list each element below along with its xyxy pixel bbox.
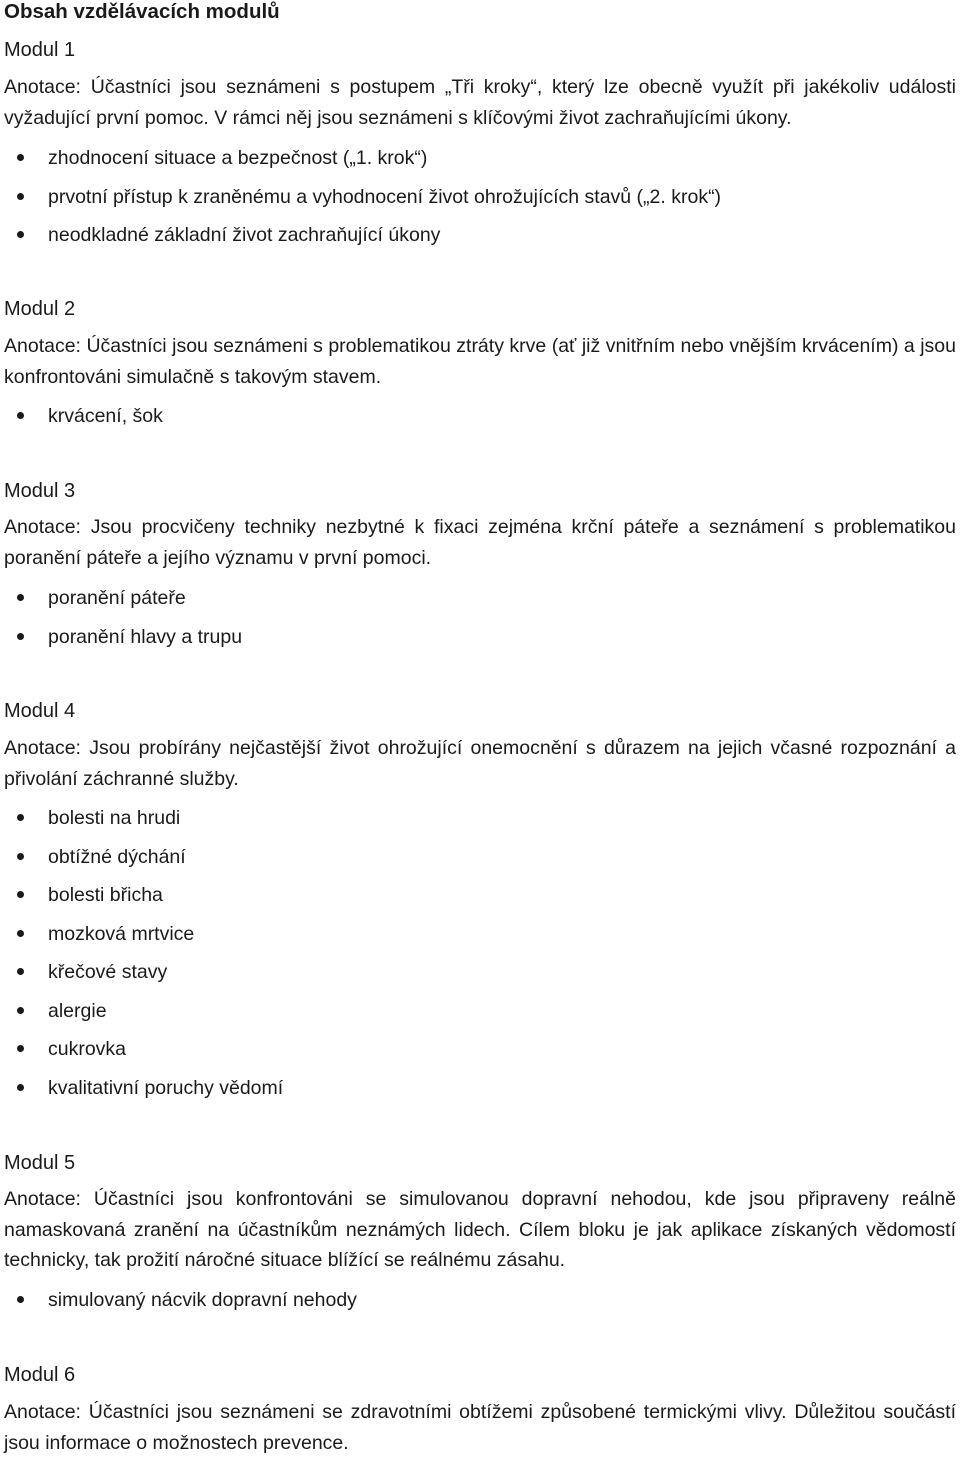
list-item — [0, 960, 283, 999]
list-item-text: bolesti na hrudi — [48, 807, 181, 829]
module-topic-list — [0, 146, 721, 262]
bullet-icon — [17, 814, 24, 821]
module-annotation — [4, 733, 956, 794]
module-title: Modul 1 — [4, 39, 76, 61]
annotation-text: Jsou probírány nejčastější život ohrožující onemocnění s důrazem na jejich včasné rozpoznání a přivolání záchranné služby. — [4, 737, 957, 790]
module-topic-list — [0, 586, 242, 663]
module-annotation — [4, 1184, 956, 1276]
annotation-label: Anotace: — [4, 76, 81, 98]
module-topic-list — [0, 1288, 357, 1327]
bullet-icon — [17, 1084, 24, 1091]
list-item-text: simulovaný nácvik dopravní nehody — [48, 1289, 357, 1311]
list-item-text: bolesti břicha — [48, 884, 163, 906]
list-item-text: prvotní přístup k zraněnému a vyhodnocení život ohrožujících stavů („2. krok“) — [48, 185, 722, 208]
bullet-icon — [17, 1296, 24, 1303]
module-annotation — [4, 72, 956, 133]
list-item — [0, 806, 283, 845]
list-item-text: zhodnocení situace a bezpečnost („1. krok“) — [48, 147, 428, 169]
list-item-text: křečové stavy — [48, 961, 168, 983]
list-item — [0, 883, 283, 922]
list-item-text: poranění páteře — [48, 587, 186, 609]
list-item — [0, 845, 283, 884]
annotation-text: Jsou procvičeny techniky nezbytné k fixaci zejména krční páteře a seznámení s problematikou poranění páteře a jejího významu v první pomoci. — [4, 516, 957, 569]
module-title: Modul 2 — [4, 298, 76, 320]
document-title: Obsah vzdělávacích modulů — [4, 0, 280, 23]
bullet-icon — [17, 853, 24, 860]
list-item-text: poranění hlavy a trupu — [48, 625, 243, 648]
annotation-text: Účastníci jsou seznámeni s problematikou ztráty krve (ať již vnitřním nebo vnějším krvácením) a jsou konfrontováni simulačně s takovým stavem. — [4, 335, 956, 388]
annotation-label: Anotace: — [4, 335, 81, 357]
list-item — [0, 1076, 283, 1115]
list-item — [0, 146, 721, 185]
module-annotation — [4, 331, 956, 392]
module-annotation — [4, 512, 956, 573]
list-item-text: mozková mrtvice — [48, 922, 195, 945]
list-item — [0, 586, 242, 625]
list-item — [0, 1037, 283, 1076]
list-item — [0, 223, 721, 262]
list-item-text: alergie — [48, 999, 107, 1022]
bullet-icon — [17, 154, 24, 161]
list-item — [0, 922, 283, 961]
bullet-icon — [17, 633, 24, 640]
module-topic-list — [0, 806, 283, 1114]
annotation-label: Anotace: — [4, 516, 81, 538]
list-item-text: kvalitativní poruchy vědomí — [48, 1076, 284, 1099]
list-item-text: krvácení, šok — [48, 405, 163, 427]
list-item-text: cukrovka — [48, 1038, 127, 1060]
bullet-icon — [17, 412, 24, 419]
bullet-icon — [17, 891, 24, 898]
list-item — [0, 404, 163, 443]
list-item-text: obtížné dýchání — [48, 845, 186, 868]
bullet-icon — [17, 193, 24, 200]
list-item — [0, 185, 721, 224]
annotation-label: Anotace: — [4, 1401, 81, 1423]
bullet-icon — [17, 930, 24, 937]
list-item — [0, 999, 283, 1038]
module-title: Modul 6 — [4, 1364, 76, 1386]
module-topic-list — [0, 404, 163, 443]
list-item-text: neodkladné základní život zachraňující úkony — [48, 224, 441, 246]
module-annotation — [4, 1397, 956, 1458]
module-title: Modul 4 — [4, 700, 76, 722]
annotation-text: Účastníci jsou konfrontováni se simulovanou dopravní nehodou, kde jsou připraveny reálně namaskovaná zranění na účastníkům neznámých lidech. Cílem bloku je jak aplikace získaných vědomostí technicky, tak prožití náročné situace blížící se reálnému zásahu. — [4, 1188, 956, 1271]
list-item — [0, 625, 242, 664]
bullet-icon — [17, 968, 24, 975]
bullet-icon — [17, 1045, 24, 1052]
module-title: Modul 3 — [4, 480, 76, 502]
annotation-text: Účastníci jsou seznámeni se zdravotními obtížemi způsobené termickými vlivy. Důležitou součástí jsou informace o možnostech prevence. — [4, 1401, 957, 1454]
bullet-icon — [17, 594, 24, 601]
bullet-icon — [17, 231, 24, 238]
annotation-label: Anotace: — [4, 1188, 81, 1210]
list-item — [0, 1288, 357, 1327]
bullet-icon — [17, 1007, 24, 1014]
annotation-label: Anotace: — [4, 737, 81, 759]
module-title: Modul 5 — [4, 1152, 76, 1174]
annotation-text: Účastníci jsou seznámeni s postupem „Tři kroky“, který lze obecně využít při jakékoliv události vyžadující první pomoc. V rámci něj jsou seznámeni s klíčovými život zachraňujícími úkony. — [4, 76, 956, 129]
